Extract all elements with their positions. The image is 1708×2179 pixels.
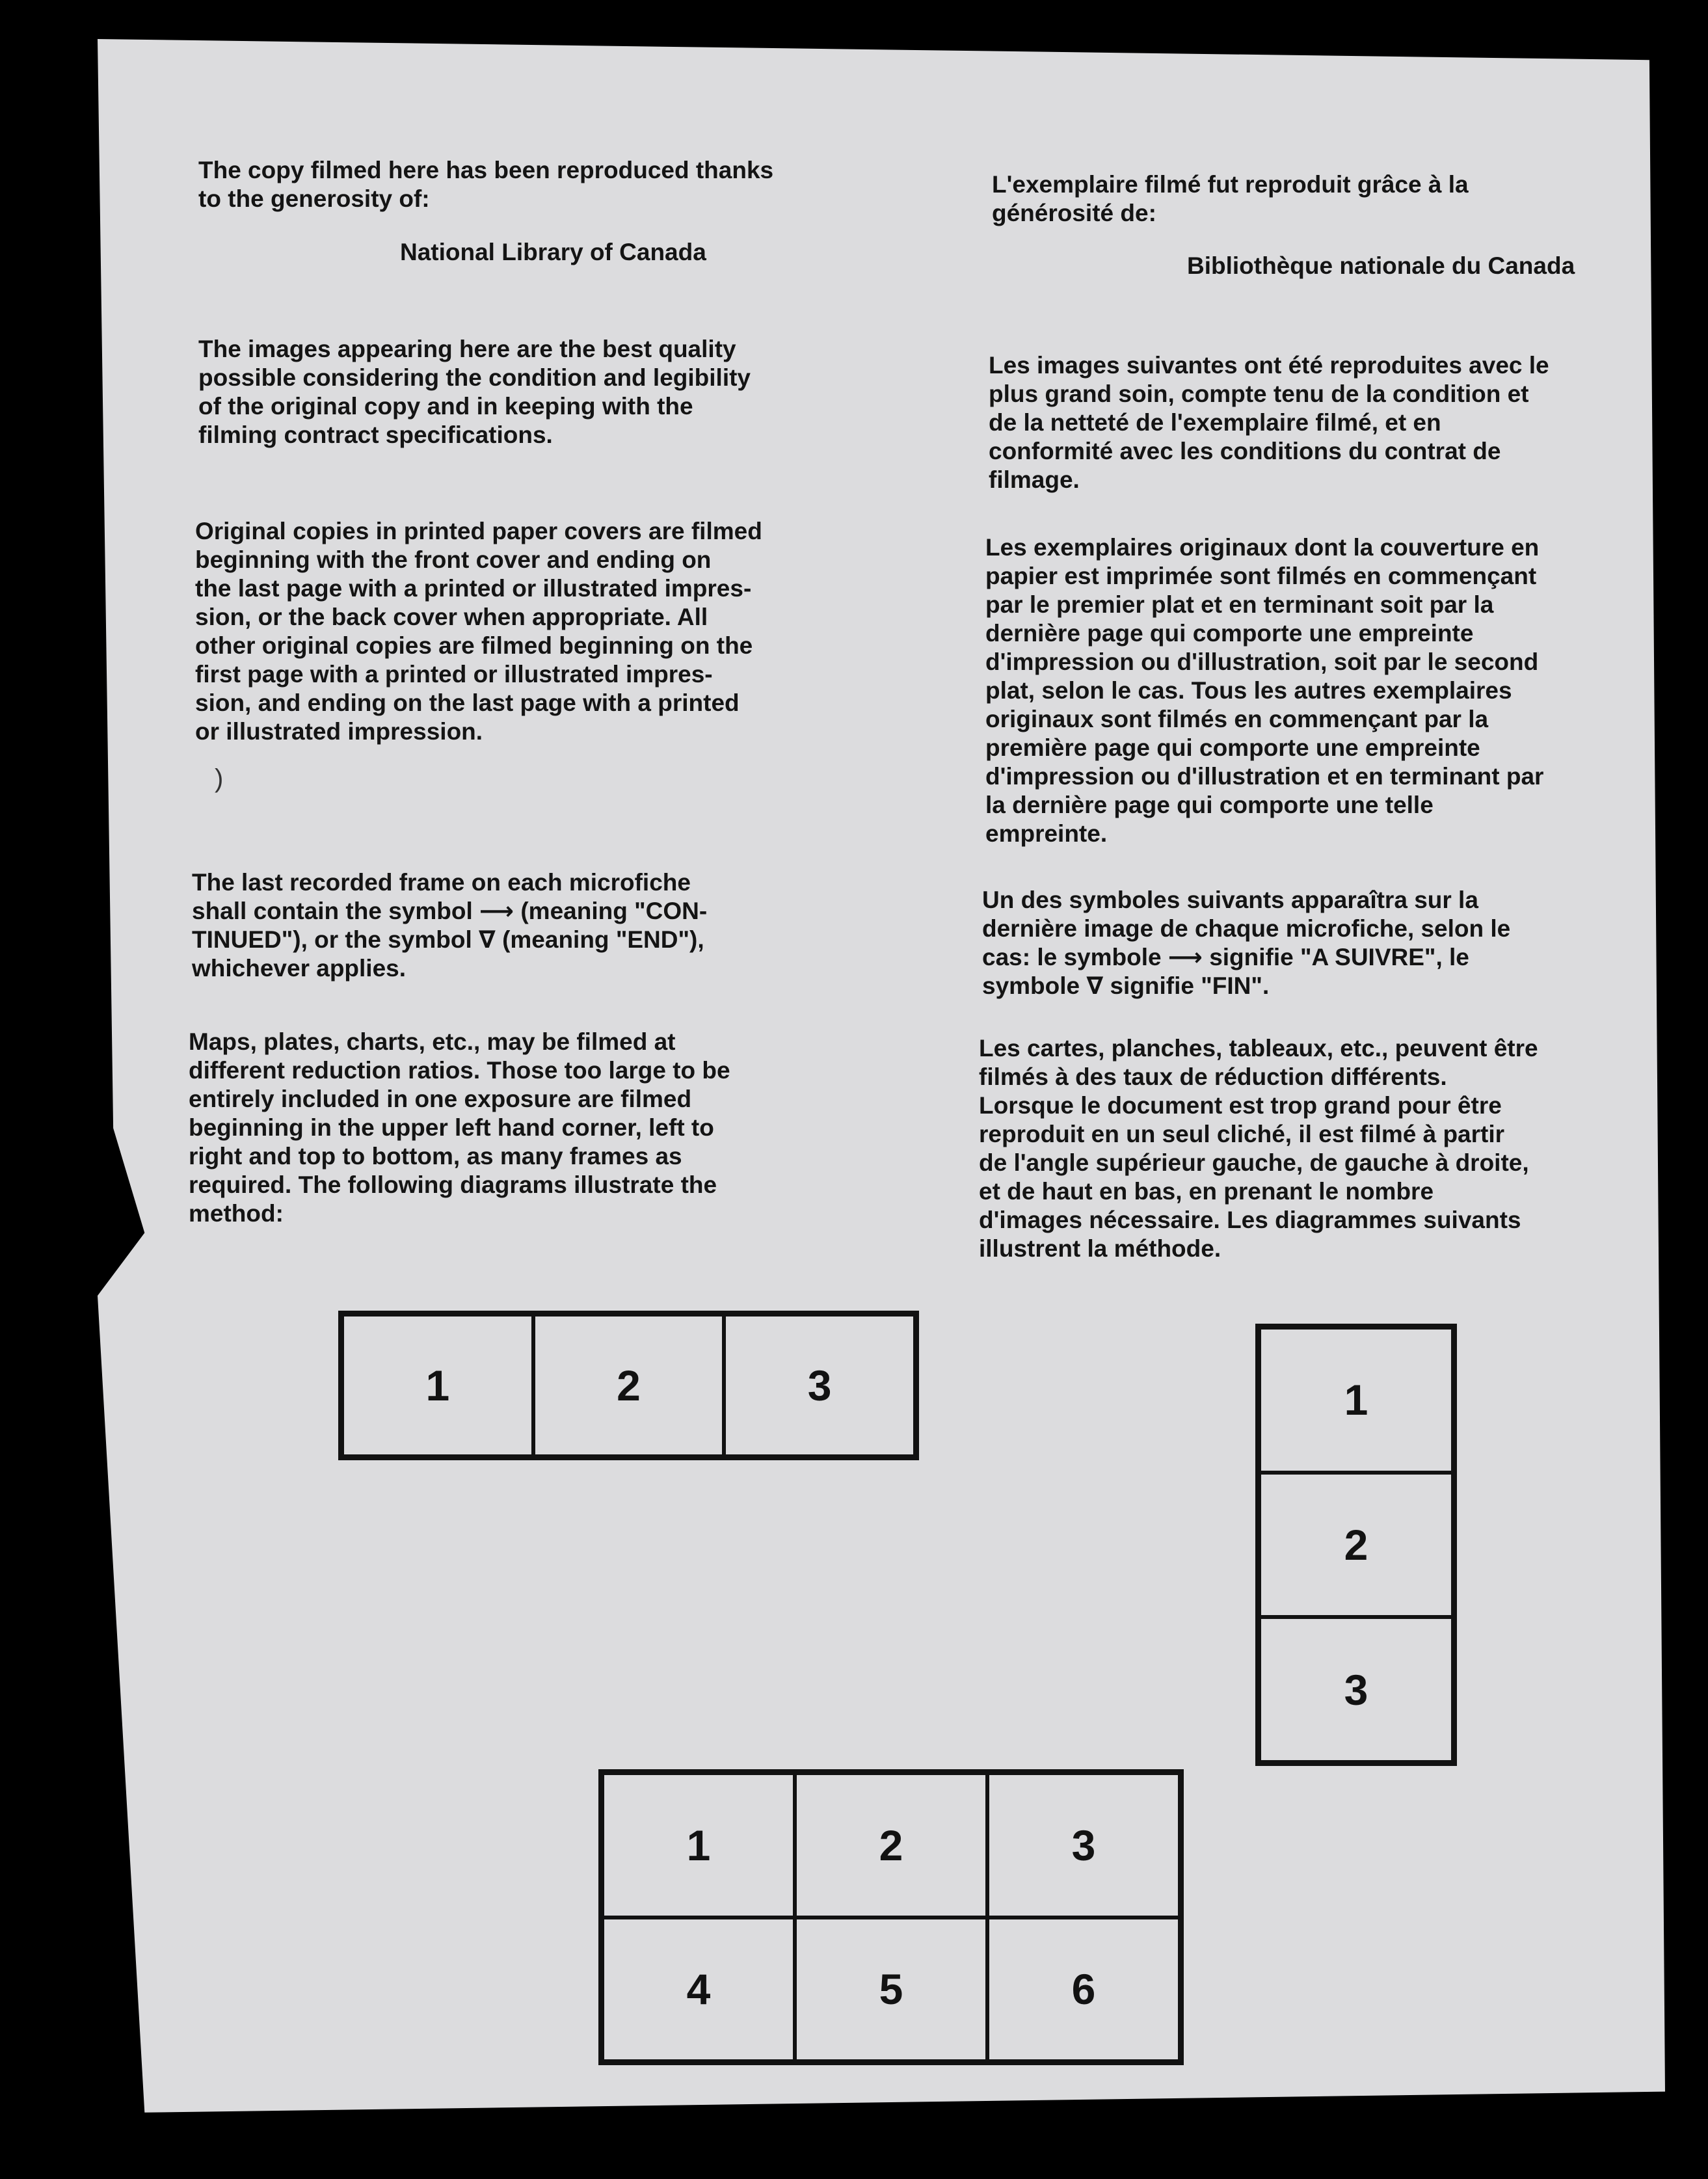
margin-mark: ): [215, 764, 224, 793]
grid-frame-diagram: [598, 1769, 1184, 2065]
diagram-frame: 2: [1259, 1473, 1453, 1618]
diagram-frame: 2: [795, 1773, 987, 1918]
french-institution-name: Bibliothèque nationale du Canada: [1187, 252, 1575, 279]
diagram-frame: 5: [795, 1918, 987, 2062]
diagram-frame: 1: [1259, 1328, 1453, 1473]
vertical-frame-diagram: [1255, 1324, 1457, 1766]
english-maps-paragraph: Maps, plates, charts, etc., may be filmed at different reduction ratios. Those too large to be entirely included in one exposure are filmed beginning in the upper left hand corner, left to right and top to bottom, as many frames as required. The following diagrams illustrate the method:: [189, 1028, 730, 1227]
english-images-paragraph: The images appearing here are the best quality possible considering the condition and legibility of the original copy and in keeping with the filming contract specifications.: [198, 336, 751, 448]
diagram-frame: 1: [342, 1315, 533, 1456]
diagram-frame: 2: [533, 1315, 725, 1456]
diagram-frame: 6: [987, 1918, 1180, 2062]
diagram-frame: 1: [602, 1773, 795, 1918]
english-original-copies-paragraph: Original copies in printed paper covers are filmed beginning with the front cover and ending on the last page with a printed or illustrated impres- sion, or the back cover when appropriate. All other original copies are filmed beginning on the first page with a printed or illustrated impres- sion, and ending on the last page with a printed or illustrated impression.: [195, 518, 762, 745]
english-thanks-paragraph: The copy filmed here has been reproduced thanks to the generosity of:: [198, 157, 774, 212]
french-original-copies-paragraph: Les exemplaires originaux dont la couverture en papier est imprimée sont filmés en commençant par le premier plat et en terminant soit par la dernière page qui comporte une empreinte d'impression ou d'illustration, soit par le second plat, selon le cas. Tous les autres exemplaires originaux sont filmés en commençant par la première page qui comporte une empreinte d'impression ou d'illustration et en terminant par la dernière page qui comporte une telle empreinte.: [985, 534, 1544, 847]
diagram-frame: 3: [987, 1773, 1180, 1918]
diagram-frame: 4: [602, 1918, 795, 2062]
french-maps-paragraph: Les cartes, planches, tableaux, etc., peuvent être filmés à des taux de réduction différents. Lorsque le document est trop grand pour être reproduit en un seul cliché, il est filmé à partir de l'angle supérieur gauche, de gauche à droite, et de haut en bas, en prenant le nombre d'images nécessaire. Les diagrammes suivants illustrent la méthode.: [979, 1035, 1538, 1262]
english-last-frame-paragraph: The last recorded frame on each microfiche shall contain the symbol ⟶ (meaning "CON- TINUED"), or the symbol ∇ (meaning "END"), whichever applies.: [192, 869, 708, 982]
english-institution-name: National Library of Canada: [400, 239, 706, 265]
diagram-frame: 3: [724, 1315, 915, 1456]
french-thanks-paragraph: L'exemplaire filmé fut reproduit grâce à la générosité de:: [992, 171, 1469, 226]
french-images-paragraph: Les images suivantes ont été reproduites avec le plus grand soin, compte tenu de la condition et de la netteté de l'exemplaire filmé, et en conformité avec les conditions du contrat de filmage.: [989, 352, 1549, 493]
horizontal-frame-diagram: [338, 1311, 919, 1460]
diagram-frame: 3: [1259, 1617, 1453, 1762]
french-last-frame-paragraph: Un des symboles suivants apparaîtra sur la dernière image de chaque microfiche, selon le cas: le symbole ⟶ signifie "A SUIVRE", le symbole ∇ signifie "FIN".: [982, 887, 1511, 999]
